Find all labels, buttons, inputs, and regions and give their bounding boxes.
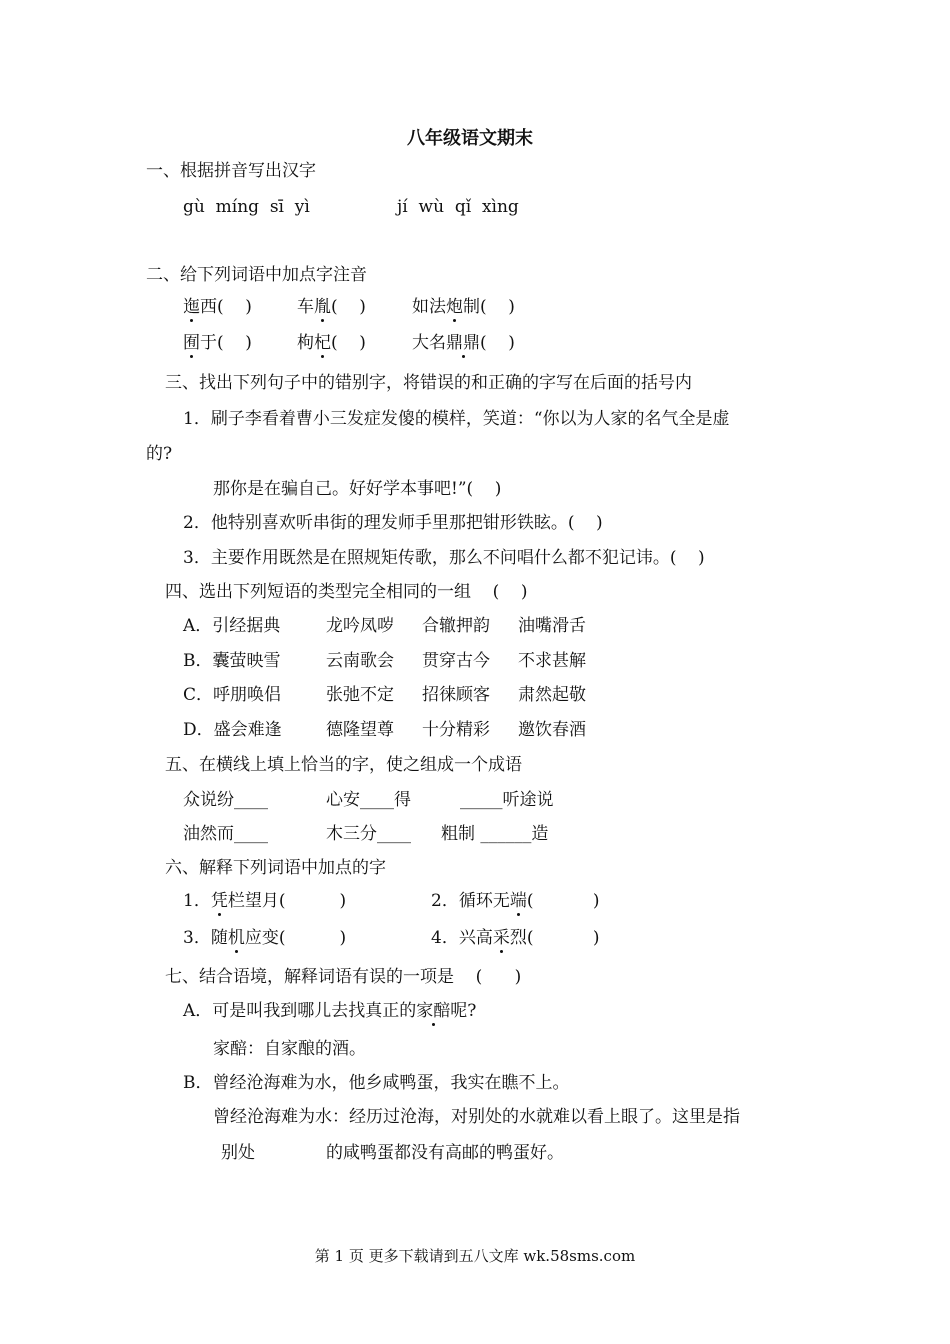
idiom-blank: 油然而____: [183, 824, 268, 844]
idiom-blank: 心安____得: [326, 790, 411, 810]
section-5-heading: 五、在横线上填上恰当的字，使之组成一个成语: [165, 755, 522, 775]
option-c-item: 张弛不定: [326, 685, 394, 705]
option-c-item: 招徕顾客: [422, 685, 490, 705]
option-a-label: A．引经据典: [183, 616, 281, 636]
option-b-item: 不求甚解: [518, 651, 586, 671]
option-d-item: 邀饮春酒: [518, 720, 586, 740]
question-1-line-2: 的?: [146, 444, 173, 464]
option-b-item: 云南歌会: [326, 651, 394, 671]
option-a-sentence: A．可是叫我到哪儿去找真正的家醅呢?: [183, 1001, 477, 1021]
option-d-item: 十分精彩: [422, 720, 490, 740]
phonetic-item: 车胤( ): [297, 297, 366, 317]
option-a-explanation: 家醅：自家酿的酒。: [213, 1039, 366, 1059]
question-1-line-3: 那你是在骗自己。好好学本事吧!”( ): [213, 479, 502, 499]
explain-item: 2．循环无端( ): [431, 891, 600, 911]
phonetic-item: 枸杞( ): [297, 333, 366, 353]
option-d-label: D．盛会难逢: [183, 720, 282, 740]
phonetic-item: 囿于( ): [183, 333, 252, 353]
option-c-item: 肃然起敬: [518, 685, 586, 705]
option-b-explanation-cont: 的咸鸭蛋都没有高邮的鸭蛋好。: [326, 1143, 564, 1163]
idiom-blank: 木三分____: [326, 824, 411, 844]
question-2: 2．他特别喜欢听串街的理发师手里那把钳形铁眩。( ): [183, 513, 603, 533]
explain-item: 1．凭栏望月( ): [183, 891, 347, 911]
section-6-heading: 六、解释下列词语中加点的字: [165, 858, 386, 878]
phonetic-item: 迤西( ): [183, 297, 252, 317]
pinyin-group-2: jí wù qǐ xìng: [397, 197, 519, 217]
option-a-item: 合辙押韵: [422, 616, 490, 636]
page-footer: 第 1 页 更多下载请到五八文库 wk.58sms.com: [314, 1247, 636, 1265]
section-7-heading: 七、结合语境，解释词语有误的一项是 ( ): [165, 967, 522, 987]
phonetic-item: 如法炮制( ): [412, 297, 515, 317]
section-4-heading: 四、选出下列短语的类型完全相同的一组 ( ): [165, 582, 528, 602]
option-b-explanation: 曾经沧海难为水：经历过沧海，对别处的水就难以看上眼了。这里是指: [213, 1107, 740, 1127]
option-b-explanation-cont: 别处: [221, 1143, 255, 1163]
option-b-sentence: B．曾经沧海难为水，他乡咸鸭蛋，我实在瞧不上。: [183, 1073, 570, 1093]
pinyin-group-1: gù míng sī yì: [183, 197, 310, 217]
option-b-label: B．囊萤映雪: [183, 651, 281, 671]
idiom-blank: _____听途说: [460, 790, 554, 810]
option-b-item: 贯穿古今: [422, 651, 490, 671]
section-2-heading: 二、给下列词语中加点字注音: [146, 265, 367, 285]
explain-item: 4．兴高采烈( ): [431, 928, 600, 948]
idiom-blank: 粗制 ______造: [441, 824, 549, 844]
option-c-label: C．呼朋唤侣: [183, 685, 282, 705]
explain-item: 3．随机应变( ): [183, 928, 347, 948]
question-1-line-1: 1．刷子李看着曹小三发症发傻的模样，笑道：“你以为人家的名气全是虚: [183, 409, 730, 429]
option-a-item: 油嘴滑舌: [518, 616, 586, 636]
option-d-item: 德隆望尊: [326, 720, 394, 740]
section-1-heading: 一、根据拼音写出汉字: [146, 161, 316, 181]
question-3: 3．主要作用既然是在照规矩传歌，那么不问唱什么都不犯记讳。( ): [183, 548, 705, 568]
page-title: 八年级语文期末: [407, 128, 533, 149]
idiom-blank: 众说纷____: [183, 790, 268, 810]
phonetic-item: 大名鼎鼎( ): [412, 333, 515, 353]
option-a-item: 龙吟凤哕: [326, 616, 394, 636]
section-3-heading: 三、找出下列句子中的错别字，将错误的和正确的字写在后面的括号内: [165, 373, 692, 393]
